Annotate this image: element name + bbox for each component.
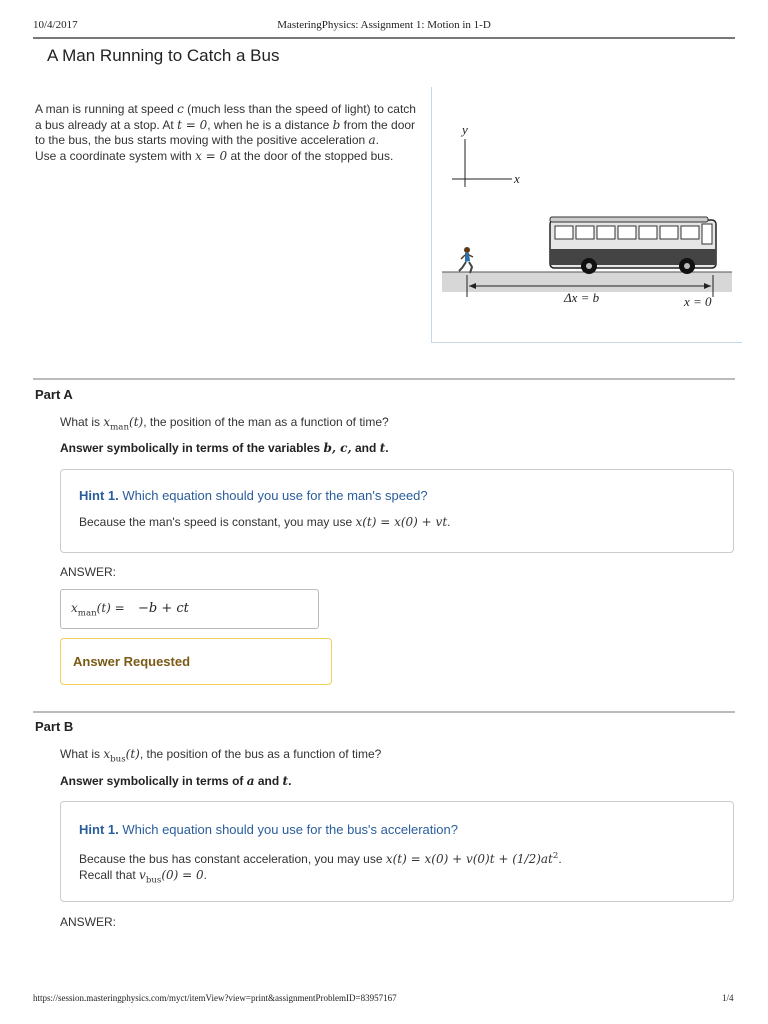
running-man-illustration [459,247,473,273]
part-b-question: What is $x_{bus}(t)$, the position of the bus as a function of time? [60,747,382,765]
bus-figure [432,87,737,341]
part-a-divider [33,378,735,380]
delta-x-label: Δx = b [564,290,600,305]
print-date: 10/4/2017 [33,19,78,31]
part-a-title: Part A [35,387,73,402]
part-b-divider [33,711,735,713]
part-b-answer-label: ANSWER: [60,915,117,929]
part-a-hint[interactable] [60,469,734,553]
part-a-hint-heading[interactable]: Hint 1. Which equation should you use for the man's speed? [79,488,428,503]
part-a-hint-body: Because the man's speed is constant, you may use x(t) = x(0) + vt. [79,515,451,529]
answer-lhs: $x_{man}(t)$ = [71,601,125,619]
problem-title: A Man Running to Catch a Bus [47,46,280,65]
x-axis-label: x [514,171,520,186]
part-a-instruction: Answer symbolically in terms of the variables b, c, and t. [60,441,389,455]
header-divider [33,37,735,39]
part-a-answer-field[interactable] [60,589,319,629]
y-axis-label: y [462,122,468,137]
answer-status-text: Answer Requested [73,654,191,669]
ground [442,272,732,292]
problem-intro: A man is running at speed c (much less than the speed of light) to catch a bus already at a stop. At t = 0, when he is a distance b from the door to the bus, the bus starts moving with the positive acceleration a. Use a coordinate system with x = 0 at the door of the stopped bus. [35,102,416,163]
origin-label: x = 0 [684,294,712,309]
part-b-instruction: Answer symbolically in terms of a and t. [60,774,292,788]
answer-status-banner [60,638,332,685]
footer-page-number: 1/4 [722,993,734,1003]
answer-value: −b + ct [138,601,189,616]
part-b-title: Part B [35,719,74,734]
part-b-hint-body: Because the bus has constant acceleration, you may use $x(t) = x(0) + v(0)t + (1/2)at^2$. Recall that $v_{bus}(0) = 0$. [79,851,562,886]
bus-illustration [550,217,716,274]
coordinate-axes [452,139,512,187]
part-b-hint-heading[interactable]: Hint 1. Which equation should you use for the bus's acceleration? [79,822,458,837]
part-a-answer-label: ANSWER: [60,565,117,579]
part-a-question: What is $x_{man}(t)$, the position of the man as a function of time? [60,415,389,433]
document-title: MasteringPhysics: Assignment 1: Motion in 1-D [277,19,491,31]
part-b-hint[interactable] [60,801,734,902]
footer-url: https://session.masteringphysics.com/myct/itemView?view=print&assignmentProblemID=83957167 [33,993,397,1003]
